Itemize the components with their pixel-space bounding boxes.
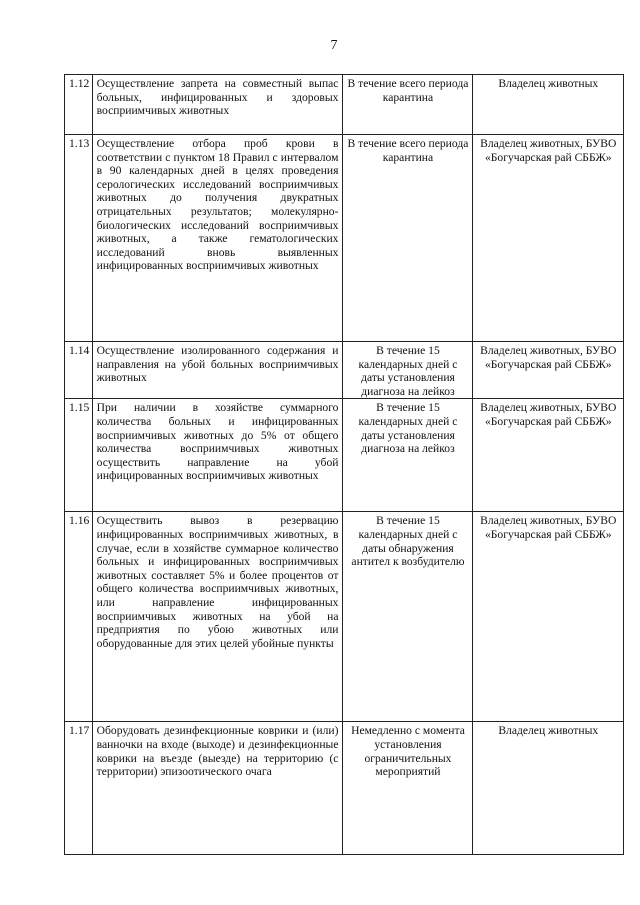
measure-text: При наличии в хозяйстве суммарного количества больных и инфицированных восприимчивых животных до 5% от общего количества восприимчивых животных осуществить направление на убой инфицированных восприимчивых животных (92, 399, 343, 512)
deadline-cell: В течение всего периода карантина (343, 135, 473, 342)
responsible-cell: Владелец животных (473, 75, 624, 135)
deadline-cell: Немедленно с момента установления ограничительных мероприятий (343, 722, 473, 855)
deadline-cell: В течение 15 календарных дней с даты обнаружения антител к возбудителю (343, 512, 473, 722)
table-row (65, 722, 624, 855)
item-number: 1.13 (65, 135, 93, 342)
table-row (65, 342, 624, 399)
table-row (65, 512, 624, 722)
responsible-cell: Владелец животных, БУВО «Богучарская рай СББЖ» (473, 342, 624, 399)
measure-text: Осуществление запрета на совместный выпас больных, инфицированных и здоровых восприимчивых животных (92, 75, 343, 135)
table-row (65, 399, 624, 512)
item-number: 1.14 (65, 342, 93, 399)
responsible-cell: Владелец животных, БУВО «Богучарская рай СББЖ» (473, 135, 624, 342)
measure-text: Осуществить вывоз в резервацию инфицированных восприимчивых животных, в случае, если в хозяйстве суммарное количество больных и инфицированных восприимчивых животных составляет 5% и более процентов от общего количества восприимчивых животных, или направление инфицированных восприимчивых животных на убой на предприятия по убою животных или оборудованные для этих целей убойные пункты (92, 512, 343, 722)
page-number: 7 (330, 38, 338, 53)
deadline-cell: В течение 15 календарных дней с даты установления диагноза на лейкоз (343, 342, 473, 399)
deadline-cell: В течение всего периода карантина (343, 75, 473, 135)
measure-text: Осуществление изолированного содержания и направления на убой больных восприимчивых животных (92, 342, 343, 399)
item-number: 1.12 (65, 75, 93, 135)
measure-text: Осуществление отбора проб крови в соответствии с пунктом 18 Правил с интервалом в 90 календарных дней в целях проведения серологических исследований восприимчивых животных до получения двукратных отрицательных результатов; молекулярно-биологических исследований восприимчивых животных, а также гематологических исследований вновь выявленных инфицированных восприимчивых животных (92, 135, 343, 342)
item-number: 1.16 (65, 512, 93, 722)
measure-text: Оборудовать дезинфекционные коврики и (или) ванночки на входе (выходе) и дезинфекционные коврики на въезде (выезде) на территорию (с территории) эпизоотического очага (92, 722, 343, 855)
responsible-cell: Владелец животных, БУВО «Богучарская рай СББЖ» (473, 512, 624, 722)
table-row (65, 135, 624, 342)
item-number: 1.15 (65, 399, 93, 512)
responsible-cell: Владелец животных (473, 722, 624, 855)
deadline-cell: В течение 15 календарных дней с даты установления диагноза на лейкоз (343, 399, 473, 512)
table-row (65, 75, 624, 135)
measures-table (64, 74, 624, 855)
responsible-cell: Владелец животных, БУВО «Богучарская рай СББЖ» (473, 399, 624, 512)
item-number: 1.17 (65, 722, 93, 855)
